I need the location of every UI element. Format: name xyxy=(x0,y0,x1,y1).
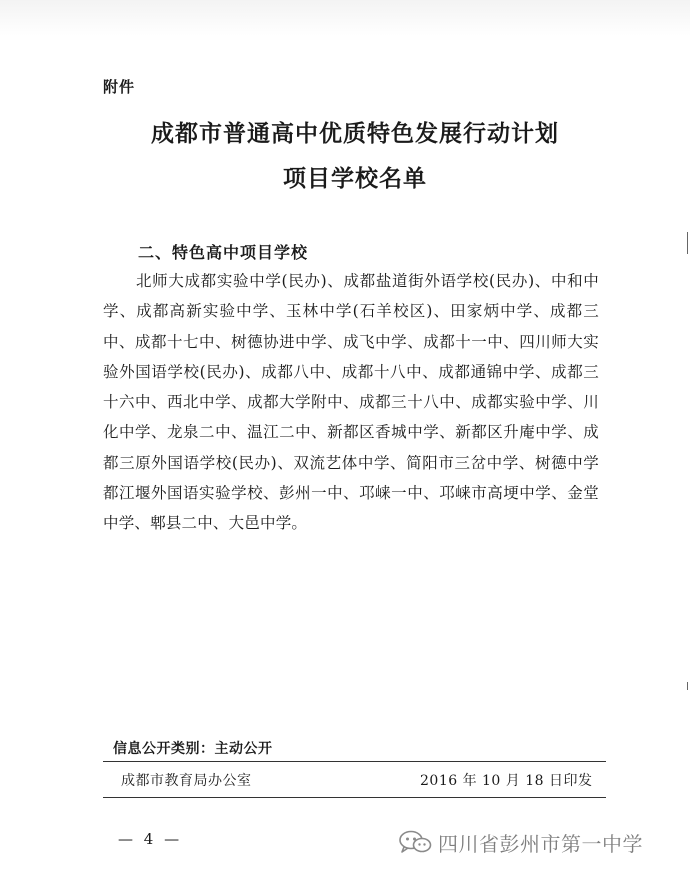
page-number: — 4 — xyxy=(118,830,183,848)
footer-divider xyxy=(103,797,606,798)
scan-shadow xyxy=(0,0,690,36)
scan-edge-mark xyxy=(687,232,688,254)
watermark xyxy=(398,828,643,856)
attachment-label: 附件 xyxy=(103,78,136,96)
document-subtitle: 项目学校名单 xyxy=(283,165,427,192)
watermark-text: 四川省彭州市第一中学 xyxy=(438,831,643,856)
school-list-paragraph: 北师大成都实验中学(民办)、成都盐道街外语学校(民办)、中和中学、成都高新实验中学、玉林中学(石羊校区)、田家炳中学、成都三中、成都十七中、树德协进中学、成飞中学、成都十一中、四川师大实验外国语学校(民办)、成都八中、成都十八中、成都通锦中学、成都三十六中、西北中学、成都大学附中、成都三十八中、成都实验中学、川化中学、龙泉二中、温江二中、新都区香城中学、新都区升庵中学、成都三原外国语学校(民办)、双流艺体中学、简阳市三岔中学、树德中学都江堰外国语实验学校、彭州一中、邛崃一中、邛崃市高埂中学、金堂中学、郫县二中、大邑中学。 xyxy=(103,272,599,533)
issuing-office: 成都市教育局办公室 xyxy=(121,773,252,789)
disclosure-category: 信息公开类别：主动公开 xyxy=(113,741,273,757)
scan-edge-mark xyxy=(687,682,688,690)
footer-divider xyxy=(103,761,606,762)
wechat-icon xyxy=(398,830,432,854)
section-heading: 二、特色高中项目学校 xyxy=(138,243,309,262)
issue-date: 2016 年 10 月 18 日印发 xyxy=(420,773,593,789)
document-title: 成都市普通高中优质特色发展行动计划 xyxy=(151,120,559,147)
